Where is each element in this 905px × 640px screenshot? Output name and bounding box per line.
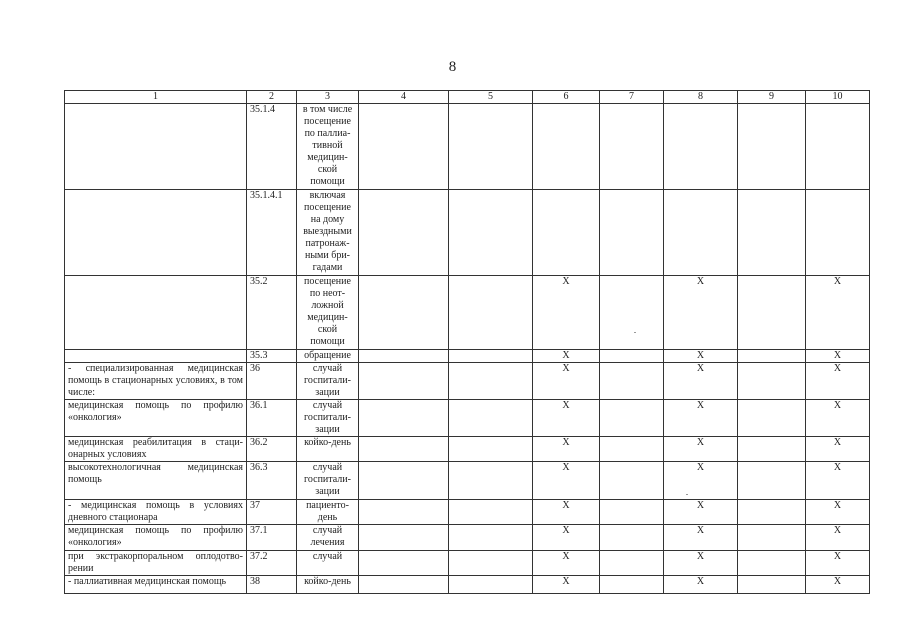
cell-col10: Х [806, 363, 870, 400]
cell-col8 [664, 104, 738, 190]
row-description [65, 190, 247, 276]
cell-col6: Х [533, 462, 600, 500]
cell-col10 [806, 104, 870, 190]
cell-col10: Х [806, 276, 870, 350]
row-description [65, 104, 247, 190]
cell-col4 [359, 276, 449, 350]
table-row [65, 462, 870, 500]
cell-col7 [600, 437, 664, 462]
cell-col8: Х [664, 462, 738, 500]
row-unit: койко-день [297, 576, 359, 594]
column-header: 4 [359, 91, 449, 104]
row-description: при экстракорпоральном оплодотво-рении [65, 551, 247, 576]
cell-col8: Х [664, 500, 738, 525]
cell-col9 [738, 437, 806, 462]
cell-col7 [600, 551, 664, 576]
row-description: - медицинская помощь в условиях дневного стационара [65, 500, 247, 525]
cell-col9 [738, 350, 806, 363]
cell-col9 [738, 190, 806, 276]
cell-col9 [738, 104, 806, 190]
row-unit: обращение [297, 350, 359, 363]
row-number: 35.1.4.1 [247, 190, 297, 276]
cell-col5 [449, 350, 533, 363]
cell-col6: Х [533, 276, 600, 350]
cell-col4 [359, 437, 449, 462]
cell-col5 [449, 400, 533, 437]
cell-col4 [359, 104, 449, 190]
row-description: высокотехнологичная медицинская помощь [65, 462, 247, 500]
row-unit: посещение по неот-ложной медицин-ской помощи [297, 276, 359, 350]
table-row [65, 350, 870, 363]
row-description [65, 276, 247, 350]
cell-col9 [738, 551, 806, 576]
cell-col7 [600, 350, 664, 363]
row-number: 35.2 [247, 276, 297, 350]
row-description: - паллиативная медицинская помощь [65, 576, 247, 594]
cell-col9 [738, 363, 806, 400]
row-unit: в том числе посещение по паллиа-тивной медицин-ской помощи [297, 104, 359, 190]
cell-col6 [533, 104, 600, 190]
cell-col9 [738, 576, 806, 594]
cell-col7 [600, 276, 664, 350]
cell-col7 [600, 525, 664, 551]
row-number: 35.1.4 [247, 104, 297, 190]
cell-col7 [600, 190, 664, 276]
cell-col9 [738, 500, 806, 525]
row-unit: случай [297, 551, 359, 576]
row-number: 38 [247, 576, 297, 594]
cell-col5 [449, 190, 533, 276]
table-row [65, 576, 870, 594]
table-row [65, 276, 870, 350]
row-description: медицинская помощь по профилю «онкология» [65, 400, 247, 437]
cell-col8: Х [664, 363, 738, 400]
cell-col7 [600, 500, 664, 525]
cell-col8: Х [664, 576, 738, 594]
column-header: 2 [247, 91, 297, 104]
cell-col10: Х [806, 400, 870, 437]
row-number: 36.1 [247, 400, 297, 437]
table-row [65, 437, 870, 462]
cell-col8: Х [664, 525, 738, 551]
cell-col5 [449, 576, 533, 594]
cell-col10: Х [806, 500, 870, 525]
cell-col6: Х [533, 576, 600, 594]
cell-col4 [359, 500, 449, 525]
row-description: медицинская помощь по профилю «онкология» [65, 525, 247, 551]
cell-col6: Х [533, 551, 600, 576]
row-number: 36.2 [247, 437, 297, 462]
cell-col5 [449, 437, 533, 462]
row-number: 35.3 [247, 350, 297, 363]
row-unit: случай лечения [297, 525, 359, 551]
cell-col6 [533, 190, 600, 276]
row-number: 37.2 [247, 551, 297, 576]
cell-col10: Х [806, 525, 870, 551]
cell-col7 [600, 104, 664, 190]
cell-col8 [664, 190, 738, 276]
cell-col4 [359, 525, 449, 551]
table-row [65, 500, 870, 525]
row-number: 37 [247, 500, 297, 525]
column-header: 8 [664, 91, 738, 104]
row-unit: койко-день [297, 437, 359, 462]
cell-col7 [600, 462, 664, 500]
cell-col8: Х [664, 276, 738, 350]
row-unit: случай госпитали-зации [297, 462, 359, 500]
cell-col6: Х [533, 363, 600, 400]
scan-speck [686, 494, 688, 495]
table-row [65, 400, 870, 437]
column-header: 5 [449, 91, 533, 104]
row-unit: случай госпитали-зации [297, 400, 359, 437]
cell-col6: Х [533, 400, 600, 437]
cell-col4 [359, 190, 449, 276]
cell-col8: Х [664, 551, 738, 576]
cell-col4 [359, 551, 449, 576]
cell-col4 [359, 363, 449, 400]
row-number: 36 [247, 363, 297, 400]
table-row [65, 551, 870, 576]
column-header: 1 [65, 91, 247, 104]
page-number: 8 [448, 59, 457, 75]
row-number: 36.3 [247, 462, 297, 500]
cell-col7 [600, 400, 664, 437]
row-description: медицинская реабилитация в стаци-онарных условиях [65, 437, 247, 462]
column-header: 10 [806, 91, 870, 104]
cell-col6: Х [533, 350, 600, 363]
column-header: 3 [297, 91, 359, 104]
cell-col4 [359, 462, 449, 500]
row-number: 37.1 [247, 525, 297, 551]
cell-col4 [359, 576, 449, 594]
table-row [65, 190, 870, 276]
row-unit: пациенто-день [297, 500, 359, 525]
cell-col4 [359, 400, 449, 437]
header-row [65, 91, 870, 104]
row-description: - специализированная медицинская помощь в стационарных условиях, в том числе: [65, 363, 247, 400]
cell-col5 [449, 363, 533, 400]
cell-col8: Х [664, 437, 738, 462]
row-description [65, 350, 247, 363]
cell-col10: Х [806, 462, 870, 500]
cell-col6: Х [533, 525, 600, 551]
cell-col5 [449, 525, 533, 551]
cell-col9 [738, 525, 806, 551]
cell-col9 [738, 462, 806, 500]
cell-col10: Х [806, 437, 870, 462]
cell-col7 [600, 363, 664, 400]
column-header: 6 [533, 91, 600, 104]
cell-col9 [738, 400, 806, 437]
cell-col5 [449, 104, 533, 190]
table-row [65, 525, 870, 551]
cell-col9 [738, 276, 806, 350]
cell-col5 [449, 500, 533, 525]
column-header: 7 [600, 91, 664, 104]
cell-col10: Х [806, 551, 870, 576]
data-table [64, 90, 870, 594]
cell-col5 [449, 551, 533, 576]
cell-col5 [449, 462, 533, 500]
cell-col5 [449, 276, 533, 350]
cell-col7 [600, 576, 664, 594]
cell-col6: Х [533, 500, 600, 525]
cell-col6: Х [533, 437, 600, 462]
cell-col10: Х [806, 576, 870, 594]
table-row [65, 104, 870, 190]
cell-col4 [359, 350, 449, 363]
row-unit: случай госпитали-зации [297, 363, 359, 400]
row-unit: включая посещение на дому выездными патронаж-ными бри-гадами [297, 190, 359, 276]
cell-col8: Х [664, 400, 738, 437]
table-row [65, 363, 870, 400]
column-header: 9 [738, 91, 806, 104]
scan-speck [634, 332, 636, 333]
cell-col10: Х [806, 350, 870, 363]
cell-col10 [806, 190, 870, 276]
cell-col8: Х [664, 350, 738, 363]
